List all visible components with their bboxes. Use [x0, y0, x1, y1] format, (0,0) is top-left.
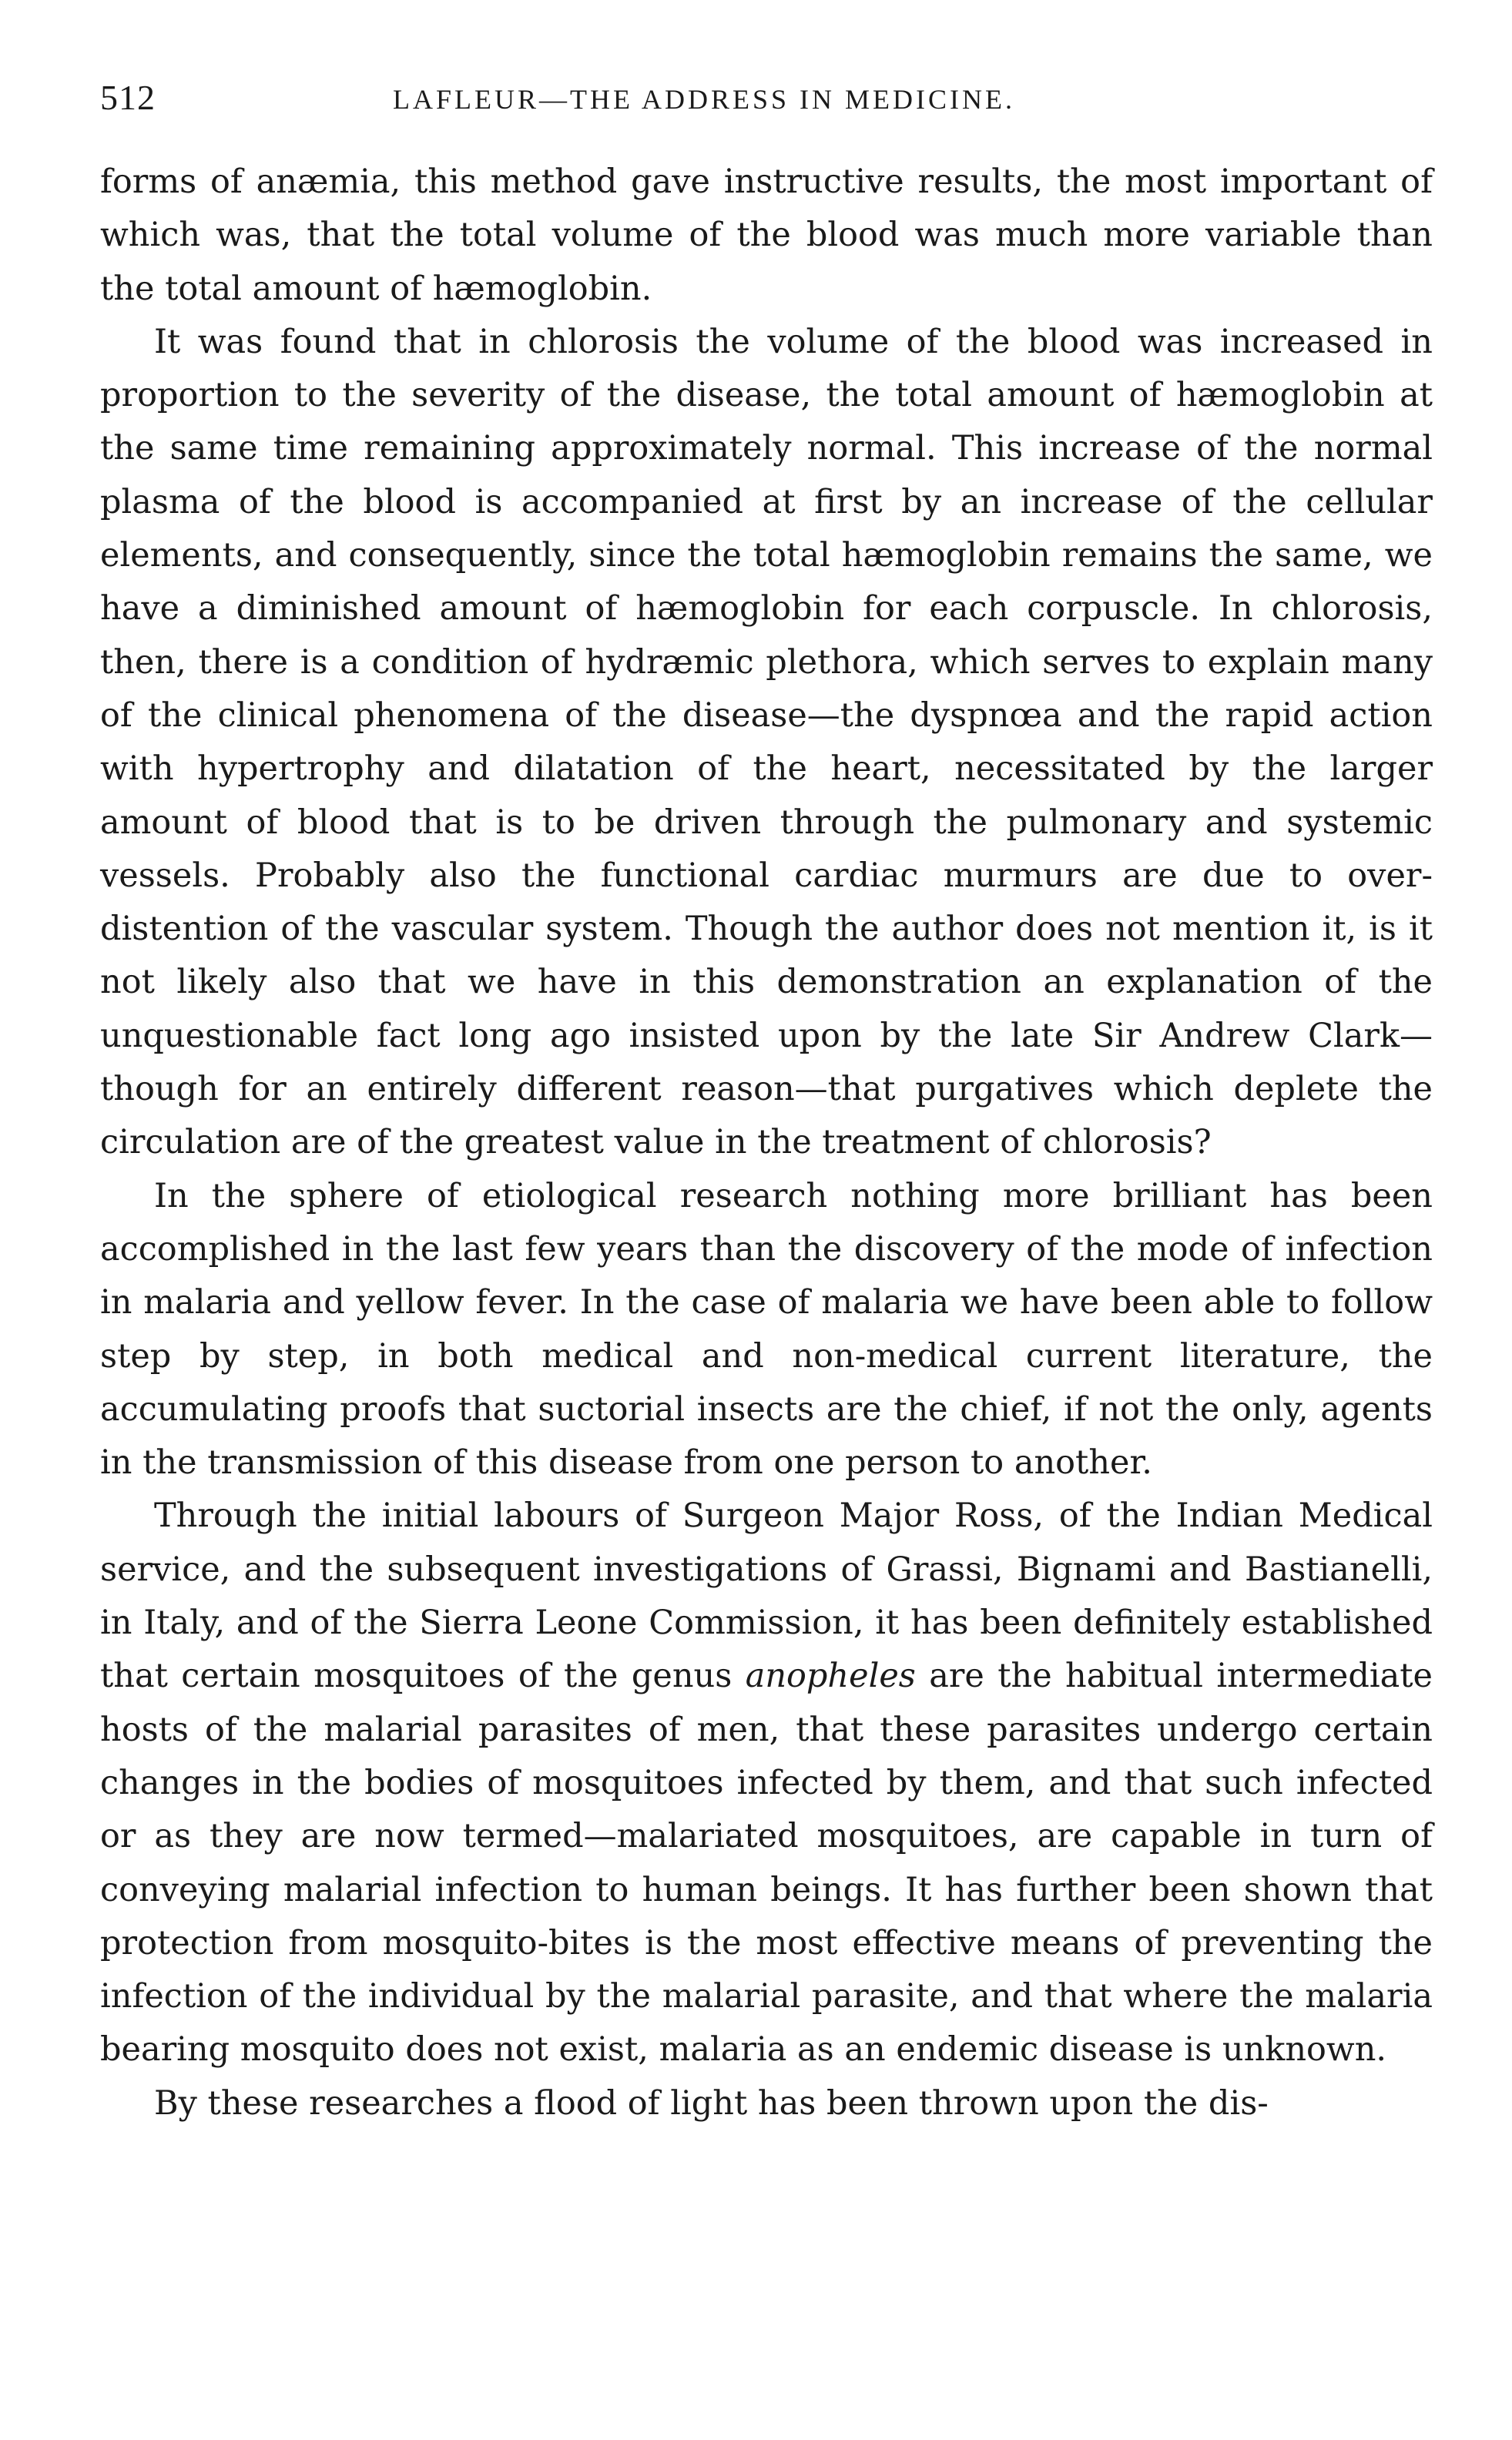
page-number: 512: [100, 78, 156, 117]
paragraph-4-part-1: Through the initial labours of Surgeon Major Ross, of the Indian Medical service, and the subsequent investigations of Grassi, Bignami and Bastianelli, in Italy, and of the Sierra Leone Commission, it has been definitely established that certain mosquitoes of the genus: [100, 1497, 1433, 1696]
paragraph-5: By these researches a flood of light has been thrown upon the dis-: [154, 2083, 1269, 2123]
paragraph-4: [100, 1490, 1433, 2076]
body-text: [100, 156, 1433, 2130]
running-title: LAFLEUR—THE ADDRESS IN MEDICINE.: [393, 84, 1015, 115]
genus-name: anopheles: [745, 1657, 916, 1696]
paragraph-4-part-2: are the habitual intermediate hosts of the malarial parasites of men, that these parasites undergo certain changes in the bodies of mosquitoes infected by them, and that such infected or as they are now termed—malariated mosquitoes, are capable in turn of conveying malarial infection to human beings. It has further been shown that protection from mosquito-bites is the most effective means of preventing the infection of the individual by the malarial parasite, and that where the malaria bearing mosquito does not exist, malaria as an endemic disease is unknown.: [100, 1657, 1433, 2070]
paragraph-3: In the sphere of etiological research nothing more brilliant has been accomplished in the last few years than the discovery of the mode of infection in malaria and yellow fever. In the case of malaria we have been able to follow step by step, in both medical and non-medical current literature, the accumulating proofs that suctorial insects are the chief, if not the only, agents in the transmission of this disease from one person to another.: [100, 1176, 1433, 1483]
paragraph-2: It was found that in chlorosis the volume of the blood was increased in proportion to the severity of the disease, the total amount of hæmoglobin at the same time remaining approximately normal. This increase of the normal plasma of the blood is accompanied at first by an increase of the cellular elements, and consequently, since the total hæmoglobin remains the same, we have a diminished amount of hæmoglobin for each corpuscle. In chlorosis, then, there is a condition of hydræmic plethora, which serves to explain many of the clinical phenomena of the disease—the dyspnœa and the rapid action with hypertrophy and dilatation of the heart, necessitated by the larger amount of blood that is to be driven through the pulmonary and systemic vessels. Probably also the functional cardiac murmurs are due to over-distention of the vascular system. Though the author does not mention it, is it not likely also that we have in this demonstration an explanation of the unquestionable fact long ago insisted upon by the late Sir Andrew Clark—though for an entirely different reason—that purgatives which deplete the circulation are of the greatest value in the treatment of chlorosis?: [100, 322, 1433, 1162]
document-page: [100, 77, 1433, 2130]
running-header: [100, 77, 1433, 139]
paragraph-1: forms of anæmia, this method gave instructive results, the most important of which was, that the total volume of the blood was much more variable than the total amount of hæmoglobin.: [100, 163, 1433, 308]
